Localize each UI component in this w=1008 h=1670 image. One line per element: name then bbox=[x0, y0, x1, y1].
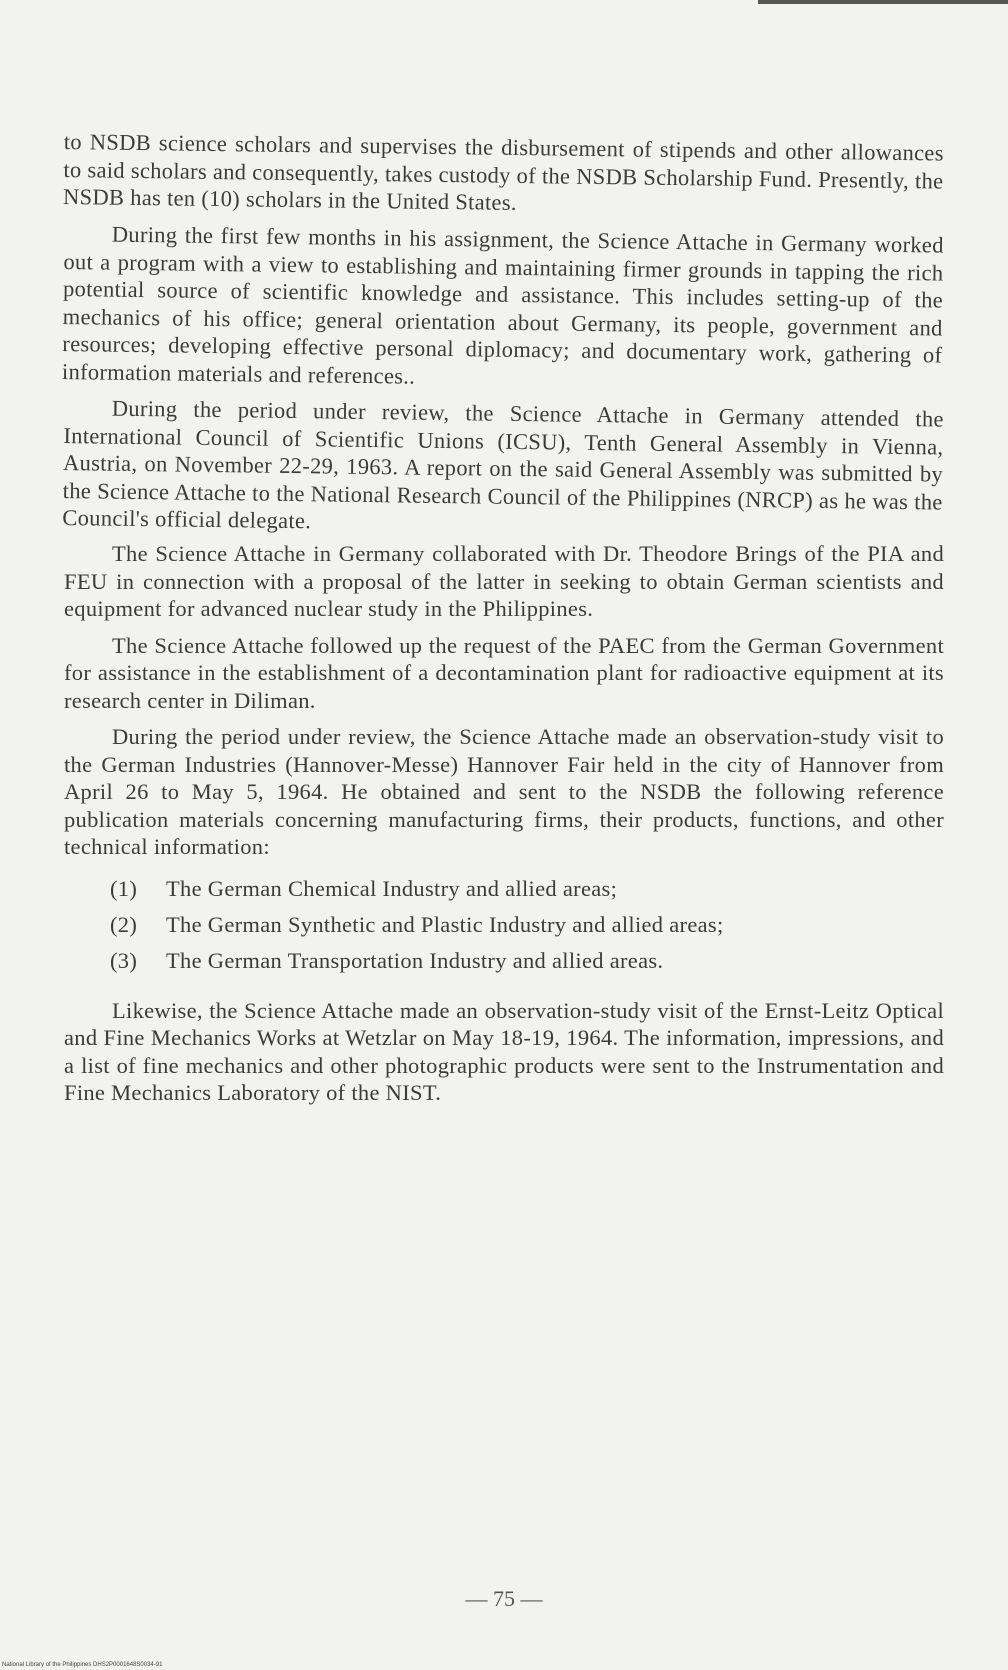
paragraph-icsu-assembly: During the period under review, the Science Attache in Germany attended the International Council of Scientific Unions (ICSU), Tenth General Assembly in Vienna, Austria, on November 22-29, 1963. A report on the said General Assembly was submitted by the Science Attache to the National Research Council of the Philippines (NRCP) as he was the Council's official delegate. bbox=[62, 395, 944, 533]
paragraph-nsdb-scholars: to NSDB science scholars and supervises the disbursement of stipends and other allowances to said scholars and consequently, takes custody of the NSDB Scholarship Fund. Presently, the NSDB has ten (10) scholars in the United States. bbox=[62, 128, 944, 215]
top-edge-rule bbox=[758, 0, 1008, 4]
list-item-text: The German Synthetic and Plastic Industry and allied areas; bbox=[166, 911, 724, 937]
reference-materials-list bbox=[110, 875, 944, 975]
body-text bbox=[61, 128, 944, 1116]
paragraph-ernst-leitz: Likewise, the Science Attache made an observation-study visit of the Ernst-Leitz Optical and Fine Mechanics Works at Wetzlar on May 18-19, 1964. The information, impressions, and a list of fine mechanics and other photographic products were sent to the Instrumentation and Fine Mechanics Laboratory of the NIST. bbox=[64, 997, 944, 1105]
footer-credit: National Library of the Philippines DHS2P0001648S0034-91 bbox=[2, 1662, 163, 1668]
list-item-text: The German Chemical Industry and allied areas; bbox=[166, 875, 618, 901]
list-item-number: (1) bbox=[110, 875, 138, 901]
list-item bbox=[110, 947, 944, 975]
paragraph-first-months: During the first few months in his assignment, the Science Attache in Germany worked out a program with a view to establishing and maintaining firmer grounds in tapping the rich potential source of scientific knowledge and assistance. This includes setting-up of the mechanics of his office; general orientation about Germany, its people, government and resources; developing effective personal diplomacy; and documentary work, gathering of information materials and references.. bbox=[61, 221, 944, 388]
page-number: — 75 — bbox=[465, 1586, 543, 1611]
list-item-number: (2) bbox=[110, 911, 138, 937]
paragraph-hannover-fair: During the period under review, the Science Attache made an observation-study visit to the German Industries (Hannover-Messe) Hannover Fair held in the city of Hannover from April 26 to May 5, 1964. He obtained and sent to the NSDB the following reference publication materials concerning manufacturing firms, their products, functions, and other technical information: bbox=[64, 724, 944, 859]
paragraph-paec-request: The Science Attache followed up the request of the PAEC from the German Government for assistance in the establishment of a decontamination plant for radioactive equipment at its research center in Diliman. bbox=[64, 632, 944, 713]
paragraph-theodore-brings: The Science Attache in Germany collaborated with Dr. Theodore Brings of the PIA and FEU in connection with a proposal of the latter in seeking to obtain German scientists and equipment for advanced nuclear study in the Philippines. bbox=[64, 541, 944, 621]
list-item-text: The German Transportation Industry and allied areas. bbox=[166, 947, 664, 973]
list-item-number: (3) bbox=[110, 947, 138, 973]
list-item bbox=[110, 875, 944, 903]
list-item bbox=[110, 911, 944, 939]
